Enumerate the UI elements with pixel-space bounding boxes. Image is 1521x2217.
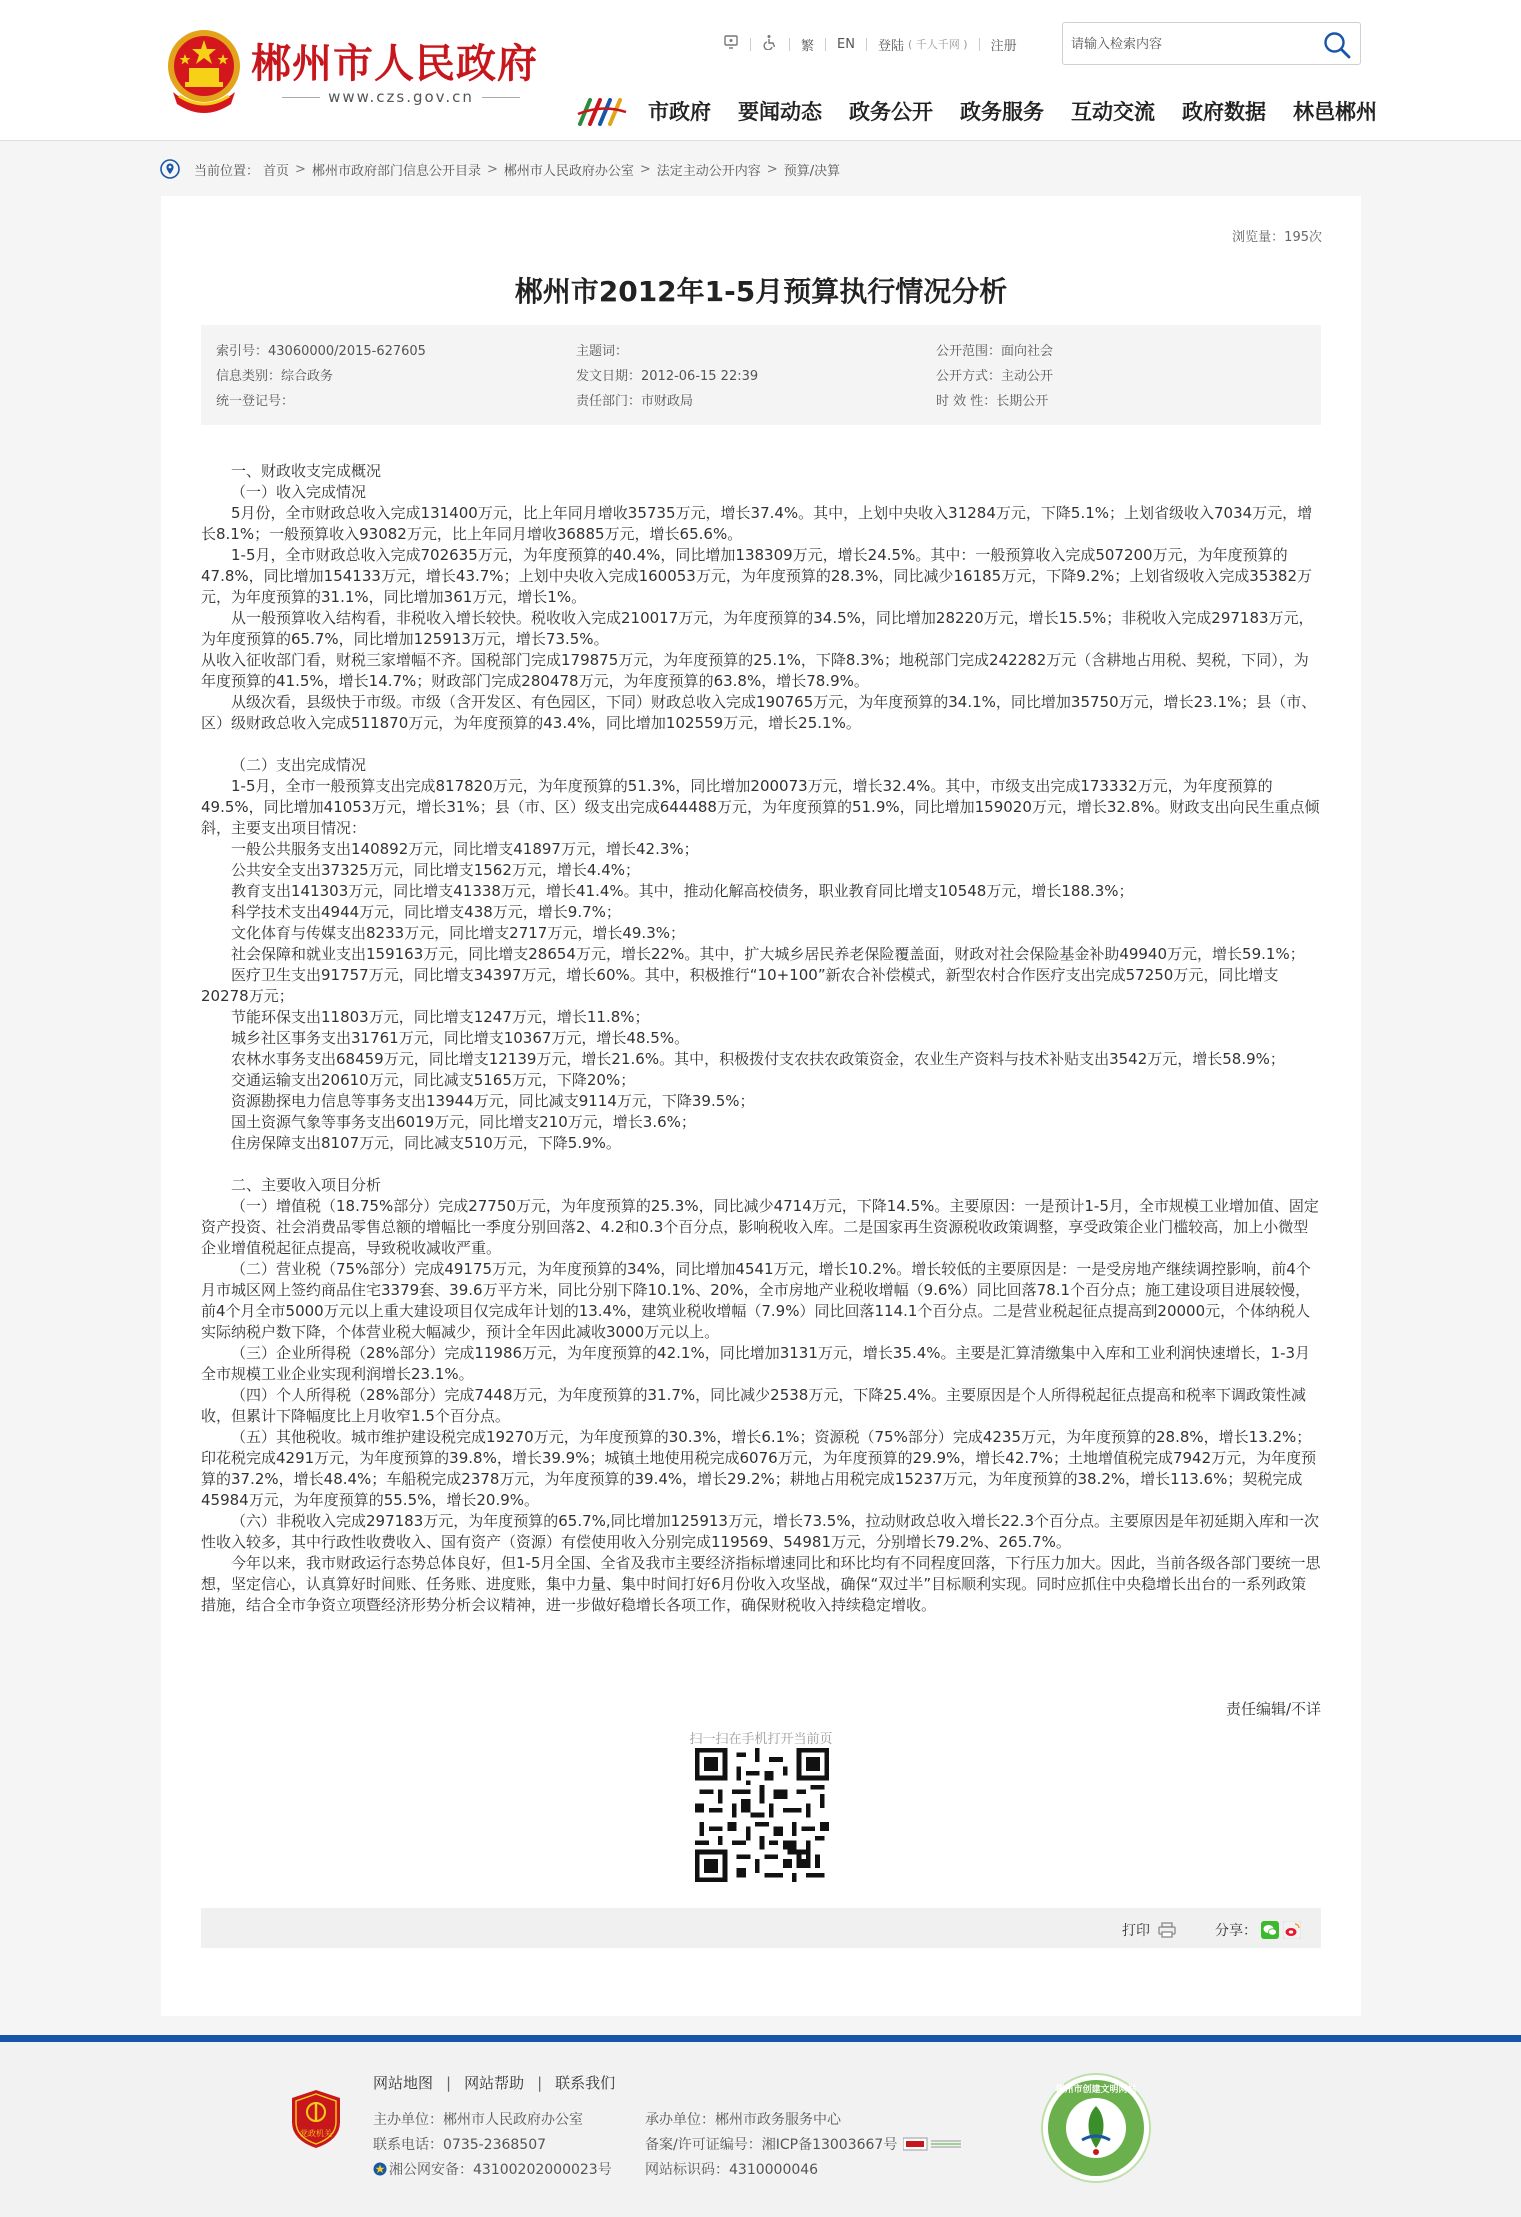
footer-links xyxy=(373,2072,615,2093)
meta-reg-no: 统一登记号： xyxy=(216,394,295,409)
expenditure-item: 社会保障和就业支出159163万元，同比增支28654万元，增长22%。其中，扩大城乡居民养老保险覆盖面，财政对社会保险基金补助49940万元，增长59.1%； xyxy=(231,945,1305,963)
share-area xyxy=(1215,1920,1301,1940)
breadcrumb-label: 当前位置： xyxy=(194,163,260,179)
paragraph: 从一般预算收入结构看，非税收入增长较快。税收收入完成210017万元，为年度预算的34.5%，同比增加28220万元，增长15.5%；非税收入完成297183万元，为年度预算的65.7%，同比增加125913万元，增长73.5%。 xyxy=(201,609,1314,648)
share-bar xyxy=(201,1908,1321,1948)
logo-title: 郴州市人民政府 xyxy=(251,41,538,87)
subsection-heading: （一）收入完成情况 xyxy=(231,483,367,501)
meta-mode: 公开方式：主动公开 xyxy=(936,369,1054,384)
login-link[interactable]: 登陆 xyxy=(877,38,904,54)
divider xyxy=(866,38,867,51)
paragraph: 今年以来，我市财政运行态势总体良好，但1-5月全国、全省及我市主要经济指标增速同比和环比均有不同程度回落，下行压力加大。因此，当前各级各部门要统一思想，坚定信心，认真算好时间账、任务账、进度账，集中力量、集中时间打好6月份收入攻坚战，确保“双过半”目标顺利实现。同时应抓住中央稳增长出台的一系列政策措施，结合全市争资立项暨经济形势分析会议精神，进一步做好稳增长各项工作，确保财税收入持续稳定增收。 xyxy=(201,1554,1321,1614)
site-logo[interactable] xyxy=(165,22,555,122)
police-link[interactable]: 湘公网安备：43100202000023号 xyxy=(389,2162,612,2178)
responsible-editor: 责任编辑/不详 xyxy=(1225,1700,1321,1718)
site-header xyxy=(0,0,1521,141)
paragraph: （二）营业税（75%部分）完成49175万元，为年度预算的34%，同比增加4541万元，增长10.2%。增长较低的主要原因是：一是受房地产继续调控影响，前4个月市城区网上签约商品住宅3379套、39.6万平方米，同比分别下降10.1%、20%，全市房地产业税收增幅（9.6%）同比回落78.1个百分点；施工建设项目进展较慢，前4个月全市5000万元以上重大建设项目仅完成年计划的13.4%，建筑业税收增幅（7.9%）同比回落114.1个百分点。二是营业税起征点提高到20000元，个体纳税人实际纳税户数下降，个体营业税大幅减少，预计全年因此减收3000万元以上。 xyxy=(201,1260,1311,1341)
divider xyxy=(979,38,980,51)
expenditure-item: 一般公共服务支出140892万元，同比增支41897万元，增长42.3%； xyxy=(231,840,699,858)
location-pin-icon xyxy=(160,159,180,179)
nav-item-news[interactable]: 要闻动态 xyxy=(738,100,822,124)
subsection-heading: （二）支出完成情况 xyxy=(231,756,367,774)
meta-date: 发文日期：2012-06-15 22:39 xyxy=(576,369,759,384)
weibo-icon[interactable] xyxy=(1283,1921,1301,1939)
nav-item-open-affairs[interactable]: 政务公开 xyxy=(849,100,933,124)
english-link[interactable]: EN xyxy=(837,36,855,52)
accessibility-icon[interactable] xyxy=(723,34,739,54)
expenditure-item: 节能环保支出11803万元，同比增支1247万元，增长11.8%； xyxy=(231,1008,650,1026)
wechat-icon[interactable] xyxy=(1261,1921,1279,1939)
expenditure-item: 农林水事务支出68459万元，同比增支12139万元，增长21.6%。其中，积极拨付支农扶农政策资金，农业生产资料与技术补贴支出3542万元，增长58.9%； xyxy=(231,1050,1285,1068)
search-icon[interactable] xyxy=(1322,30,1352,60)
top-links xyxy=(723,34,1017,54)
divider: | xyxy=(446,2073,452,2092)
civilized-website-label: 郴州市创建文明网站 xyxy=(1055,2085,1137,2095)
share-label: 分享： xyxy=(1215,1923,1257,1939)
meta-validity: 时 效 性：长期公开 xyxy=(936,394,1049,409)
paragraph: 5月份，全市财政总收入完成131400万元，比上年同月增收35735万元，增长37.4%。其中，上划中央收入31284万元，下降5.1%；上划省级收入7034万元，增长8.1%；一般预算收入93082万元，比上年同月增收36885万元，增长65.6%。 xyxy=(201,504,1313,543)
main-nav xyxy=(576,94,1377,128)
breadcrumb-disclosure[interactable]: 法定主动公开内容 xyxy=(656,163,761,179)
article-body xyxy=(201,461,1321,1616)
nav-item-linyi-chenzhou[interactable]: 林邑郴州 xyxy=(1293,100,1377,124)
paragraph: （四）个人所得税（28%部分）完成7448万元，为年度预算的31.7%，同比减少2538万元，下降25.4%。主要原因是个人所得税起征点提高和税率下调政策性减收，但累计下降幅度比上月收窄1.5个百分点。 xyxy=(201,1386,1306,1425)
nav-item-data[interactable]: 政府数据 xyxy=(1182,100,1266,124)
nav-item-government[interactable]: 市政府 xyxy=(648,100,711,124)
contact-link[interactable]: 联系我们 xyxy=(555,2074,616,2092)
article-meta xyxy=(201,325,1321,425)
party-government-label: 党政机关 xyxy=(300,2129,332,2138)
paragraph: 从级次看，县级快于市级。市级（含开发区、有色园区，下同）财政总收入完成190765万元，为年度预算的34.1%，同比增加35750万元，增长23.1%；县（市、区）级财政总收入完成511870万元，为年度预算的43.4%，同比增加102559万元，增长25.1%。 xyxy=(201,693,1317,732)
meta-subject: 主题词： xyxy=(576,344,629,359)
section-heading: 一、财政收支完成概况 xyxy=(231,462,382,480)
traditional-chinese-link[interactable]: 繁 xyxy=(801,38,815,54)
expenditure-item: 教育支出141303万元，同比增支41338万元，增长41.4%。其中，推动化解高校债务，职业教育同比增支10548万元，增长188.3%； xyxy=(231,882,1134,900)
sitemap-link[interactable]: 网站地图 xyxy=(373,2074,434,2092)
expenditure-item: 科学技术支出4944万元，同比增支438万元，增长9.7%； xyxy=(231,903,621,921)
expenditure-item: 资源勘探电力信息等事务支出13944万元，同比减支9114万元，下降39.5%； xyxy=(231,1092,755,1110)
icp-link[interactable]: 备案/许可证编号：湘ICP备13003667号 xyxy=(645,2137,898,2153)
site-code: 网站标识码：4310000046 xyxy=(645,2162,819,2178)
civilized-website-badge[interactable] xyxy=(1040,2072,1152,2184)
expenditure-item: 文化体育与传媒支出8233万元，同比增支2717万元，增长49.3%； xyxy=(231,924,686,942)
wheelchair-icon[interactable] xyxy=(762,34,778,54)
divider: | xyxy=(537,2073,543,2092)
expenditure-item: 住房保障支出8107万元，同比减支510万元，下降5.9%。 xyxy=(231,1134,621,1152)
meta-dept: 责任部门：市财政局 xyxy=(576,394,694,409)
police-record xyxy=(373,2159,612,2179)
police-badge-icon xyxy=(373,2162,387,2176)
expenditure-item: 国土资源气象等事务支出6019万元，同比增支210万元，增长3.6%； xyxy=(231,1113,696,1131)
section-heading: 二、主要收入项目分析 xyxy=(231,1176,382,1194)
meta-category: 信息类别：综合政务 xyxy=(216,369,334,384)
expenditure-item: 交通运输支出20610万元，同比减支5165万元，下降20%； xyxy=(231,1071,636,1089)
paragraph: 1-5月，全市财政总收入完成702635万元，为年度预算的40.4%，同比增加138309万元，增长24.5%。其中：一般预算收入完成507200万元，为年度预算的47.8%，同比增加154133万元，增长43.7%；上划中央收入完成160053万元，为年度预算的28.3%，同比减少16185万元，下降9.2%；上划省级收入完成35382万元，为年度预算的31.1%，同比增加361万元，增长1%。 xyxy=(201,546,1313,606)
paragraph: 从收入征收部门看，财税三家增幅不齐。国税部门完成179875万元，为年度预算的25.1%，下降8.3%；地税部门完成242282万元（含耕地占用税、契税，下同），为年度预算的41.5%，增长14.7%；财政部门完成280478万元，为年度预算的63.8%，增长78.9%。 xyxy=(201,651,1309,690)
divider xyxy=(789,38,790,51)
print-label: 打印 xyxy=(1122,1923,1150,1939)
printer-icon xyxy=(1158,1922,1176,1938)
expenditure-item: 公共安全支出37325万元，同比增支1562万元，增长4.4%； xyxy=(231,861,641,879)
print-button[interactable] xyxy=(1122,1920,1176,1940)
breadcrumb-catalog[interactable]: 郴州市政府部门信息公开目录 xyxy=(311,163,481,179)
icp-record xyxy=(645,2134,963,2154)
nav-item-interaction[interactable]: 互动交流 xyxy=(1071,100,1155,124)
breadcrumb-home[interactable]: 首页 xyxy=(263,163,290,179)
breadcrumb-budget[interactable]: 预算/决算 xyxy=(783,163,841,179)
party-government-badge[interactable] xyxy=(290,2088,342,2150)
qr-tip: 扫一扫在手机打开当前页 xyxy=(689,1732,833,1747)
view-count: 浏览量：195次 xyxy=(1232,230,1322,245)
host-unit: 主办单位：郴州市人民政府办公室 xyxy=(373,2112,583,2128)
organizer-unit: 承办单位：郴州市政务服务中心 xyxy=(645,2112,841,2128)
article-panel xyxy=(161,196,1361,2016)
breadcrumb-separator: > xyxy=(486,161,498,177)
breadcrumb-office[interactable]: 郴州市人民政府办公室 xyxy=(503,163,634,179)
search-box xyxy=(1062,22,1361,65)
register-link[interactable]: 注册 xyxy=(990,38,1017,54)
site-footer xyxy=(0,2035,1521,2217)
logo-url: www.czs.gov.cn xyxy=(251,88,551,106)
help-link[interactable]: 网站帮助 xyxy=(464,2074,525,2092)
expenditure-item: 医疗卫生支出91757万元，同比增支34397万元，增长60%。其中，积极推行“10+100”新农合补偿模式，新型农村合作医疗支出完成57250万元，同比增支20278万元； xyxy=(201,966,1279,1005)
breadcrumb-separator: > xyxy=(766,161,778,177)
expenditure-item: 城乡社区事务支出31761万元，同比增支10367万元，增长48.5%。 xyxy=(231,1029,690,1047)
blank-line xyxy=(201,1154,1321,1175)
search-input[interactable] xyxy=(1071,33,1311,55)
national-emblem-icon xyxy=(165,26,243,114)
login-hint: ( 千人千网 ) xyxy=(907,38,968,51)
paragraph: （六）非税收入完成297183万元，为年度预算的65.7%,同比增加125913万元，增长73.5%，拉动财政总收入增长22.3个百分点。主要原因是年初延期入库和一次性收入较多，其中行政性收费收入、国有资产（资源）有偿使用收入分别完成119569、54981万元，分别增长79.2%、265.7%。 xyxy=(201,1512,1319,1551)
paragraph: 1-5月，全市一般预算支出完成817820万元，为年度预算的51.3%，同比增加200073万元，增长32.4%。其中，市级支出完成173332万元，为年度预算的49.5%，同比增加41053万元，增长31%；县（市、区）级支出完成644488万元，为年度预算的51.9%，同比增加159020万元，增长32.8%。财政支出向民生重点倾斜，主要支出项目情况： xyxy=(201,777,1320,837)
contact-phone: 联系电话：0735-2368507 xyxy=(373,2137,547,2153)
paragraph: （三）企业所得税（28%部分）完成11986万元，为年度预算的42.1%，同比增加3131万元，增长35.4%。主要是汇算清缴集中入库和工业利润快速增长，1-3月全市规模工业企业实现利润增长23.1%。 xyxy=(201,1344,1311,1383)
nav-item-services[interactable]: 政务服务 xyxy=(960,100,1044,124)
divider xyxy=(825,38,826,51)
blank-line xyxy=(201,734,1321,755)
meta-index-no: 索引号：43060000/2015-627605 xyxy=(216,344,426,359)
paragraph: （一）增值税（18.75%部分）完成27750万元，为年度预算的25.3%，同比减少4714万元，下降14.5%。主要原因：一是预计1-5月，全市规模工业增加值、固定资产投资、社会消费品零售总额的增幅比一季度分别回落2、4.2和0.3个百分点，影响税收入库。二是国家再生资源税收政策调整，享受政策企业门槛较高，加上小微型企业增值税起征点提高，导致税收减收严重。 xyxy=(201,1197,1319,1257)
breadcrumb xyxy=(160,158,840,180)
icp-badge-icon xyxy=(903,2137,963,2151)
divider xyxy=(750,38,751,51)
breadcrumb-separator: > xyxy=(639,161,651,177)
article-title: 郴州市2012年1-5月预算执行情况分析 xyxy=(514,275,1008,308)
qr-code xyxy=(695,1748,829,1882)
meta-scope: 公开范围：面向社会 xyxy=(936,344,1054,359)
breadcrumb-separator: > xyxy=(295,161,306,177)
paragraph: （五）其他税收。城市维护建设税完成19270万元，为年度预算的30.3%，增长6.1%；资源税（75%部分）完成4235万元，为年度预算的28.8%，增长13.2%；印花税完成4291万元，为年度预算的39.8%，增长39.9%；城镇土地使用税完成6076万元，为年度预算的29.9%，增长42.7%；土地增值税完成7942万元，为年度预算的37.2%，增长48.4%；车船税完成2378万元，为年度预算的39.4%，增长29.2%；耕地占用税完成15237万元，为年度预算的38.2%，增长113.6%；契税完成45984万元，为年度预算的55.5%，增长20.9%。 xyxy=(201,1428,1317,1509)
nav-logo-icon xyxy=(576,94,628,128)
